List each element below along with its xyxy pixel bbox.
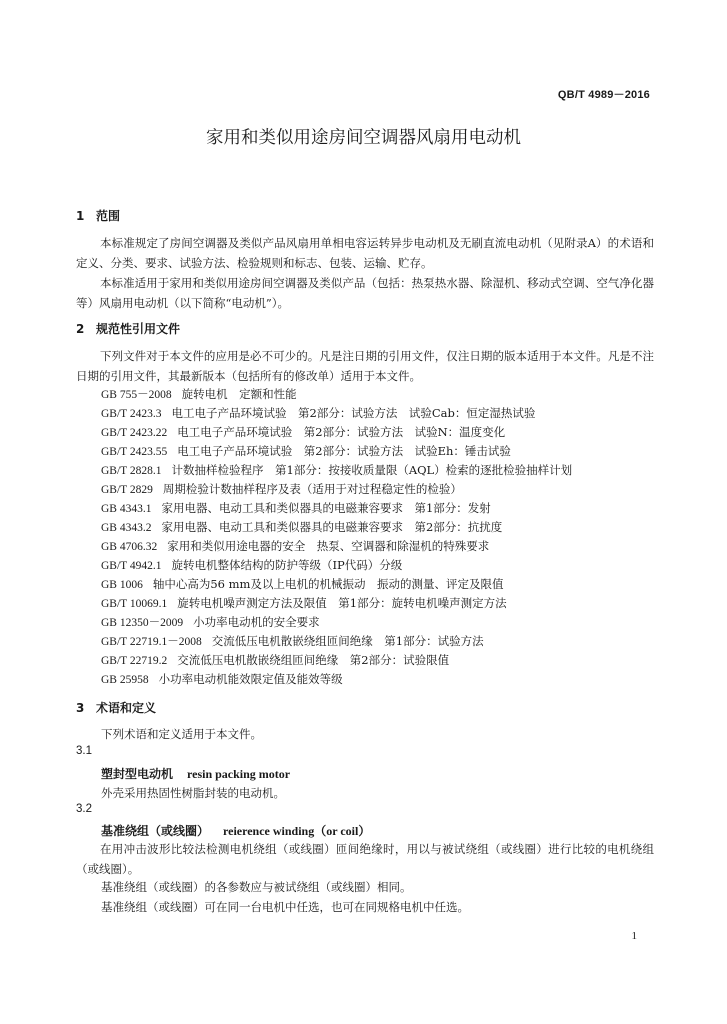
term-en: resin packing motor — [187, 767, 291, 781]
references-intro: 下列文件对于本文件的应用是必不可少的。凡是注日期的引用文件，仅注日期的版本适用于本文件。凡是不注日期的引用文件，其最新版本（包括所有的修改单）适用于本文件。 — [76, 349, 654, 383]
term-en: reierence winding（or coil） — [223, 824, 371, 838]
reference-item: GB 1006 轴中心高为56 mm及以上电机的机械振动 振动的测量、评定及限值 — [101, 577, 504, 591]
reference-item: GB 4343.1 家用电器、电动工具和类似器具的电磁兼容要求 第1部分：发射 — [101, 501, 491, 515]
reference-item: GB 12350－2009 小功率电动机的安全要求 — [101, 615, 320, 629]
section-1-heading — [0, 207, 120, 224]
term-definition: 在用冲击波形比较法检测电机绕组（或线圈）匝间绝缘时，用以与被试绕组（或线圈）进行比较的电机绕组（或线圈）。 — [76, 842, 654, 876]
scope-paragraph-1: 本标准规定了房间空调器及类似产品风扇用单相电容运转异步电动机及无刷直流电动机（见附录A）的术语和定义、分类、要求、试验方法、检验规则和标志、包装、运输、贮存。 — [76, 236, 654, 270]
term-note: 基准绕组（或线圈）可在同一台电机中任选，也可在同规格电机中任选。 — [101, 900, 469, 914]
reference-item: GB/T 2829 周期检验计数抽样程序及表（适用于对过程稳定性的检验） — [101, 482, 462, 496]
term-number: 3.2 — [76, 803, 92, 815]
section-number: 1 — [76, 209, 85, 223]
scope-paragraph-2: 本标准适用于家用和类似用途房间空调器及类似产品（包括：热泵热水器、除湿机、移动式空调、空气净化器等）风扇用电动机（以下简称“电动机”）。 — [76, 276, 654, 310]
reference-item: GB/T 2423.3 电工电子产品环境试验 第2部分：试验方法 试验Cab：恒定湿热试验 — [101, 406, 536, 420]
reference-item: GB 4343.2 家用电器、电动工具和类似器具的电磁兼容要求 第2部分：抗扰度 — [101, 520, 503, 534]
reference-item: GB/T 2423.55 电工电子产品环境试验 第2部分：试验方法 试验Eh：锤击试验 — [101, 444, 511, 458]
terms-intro: 下列术语和定义适用于本文件。 — [101, 727, 262, 741]
section-2-heading — [0, 320, 180, 337]
term-note: 基准绕组（或线圈）的各参数应与被试绕组（或线圈）相同。 — [101, 880, 412, 894]
document-title: 家用和类似用途房间空调器风扇用电动机 — [206, 128, 521, 148]
term-definition: 外壳采用热固性树脂封装的电动机。 — [101, 786, 285, 800]
reference-item: GB/T 2423.22 电工电子产品环境试验 第2部分：试验方法 试验N：温度变化 — [101, 425, 506, 439]
section-number: 3 — [76, 701, 85, 715]
reference-item: GB 25958 小功率电动机能效限定值及能效等级 — [101, 672, 343, 686]
term-zh: 塑封型电动机 — [101, 767, 174, 781]
reference-item: GB/T 22719.1－2008 交流低压电机散嵌绕组匝间绝缘 第1部分：试验方法 — [101, 634, 484, 648]
reference-item: GB/T 4942.1 旋转电机整体结构的防护等级（IP代码）分级 — [101, 558, 403, 572]
section-title: 范围 — [96, 209, 121, 223]
term-number: 3.1 — [76, 745, 92, 757]
section-title: 术语和定义 — [96, 701, 157, 715]
standard-code: QB/T 4989－2016 — [557, 89, 650, 101]
section-number: 2 — [76, 322, 85, 336]
term-zh: 基准绕组（或线圈） — [101, 824, 210, 838]
reference-item: GB 755－2008 旋转电机 定额和性能 — [101, 387, 297, 401]
term-title — [101, 765, 290, 782]
reference-item: GB/T 10069.1 旋转电机噪声测定方法及限值 第1部分：旋转电机噪声测定方法 — [101, 596, 507, 610]
term-title — [101, 822, 370, 839]
section-title: 规范性引用文件 — [96, 322, 181, 336]
reference-item: GB/T 22719.2 交流低压电机散嵌绕组匝间绝缘 第2部分：试验限值 — [101, 653, 450, 667]
reference-item: GB/T 2828.1 计数抽样检验程序 第1部分：按接收质量限（AQL）检索的逐批检验抽样计划 — [101, 463, 573, 477]
section-3-heading — [0, 699, 156, 716]
page-number: 1 — [631, 930, 637, 942]
reference-item: GB 4706.32 家用和类似用途电器的安全 热泵、空调器和除湿机的特殊要求 — [101, 539, 490, 553]
